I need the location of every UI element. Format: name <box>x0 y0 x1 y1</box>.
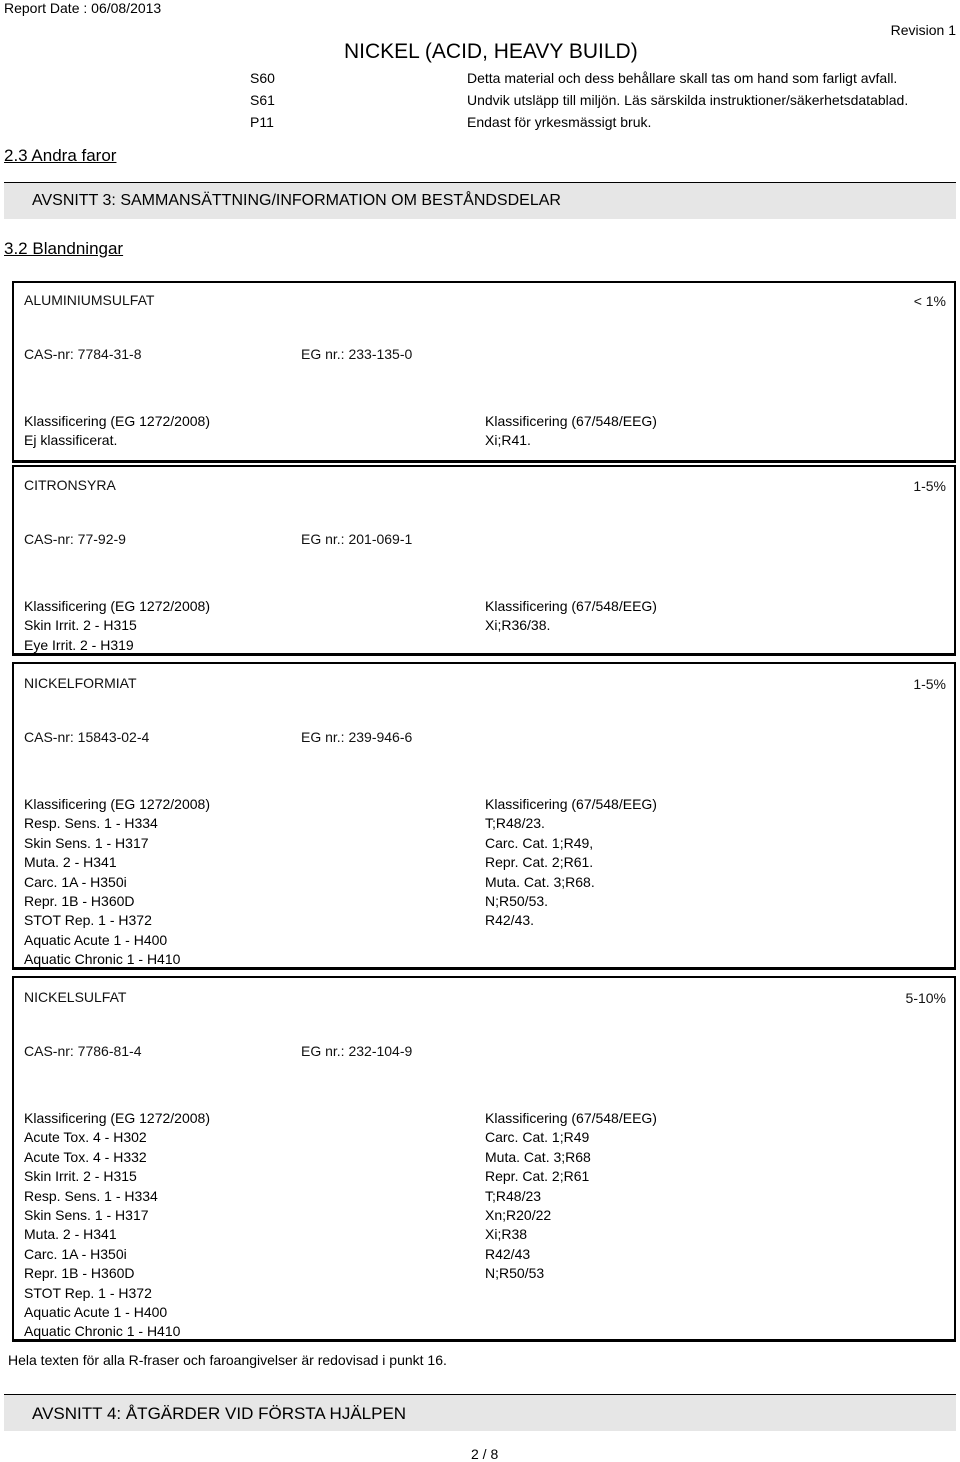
clp-label: Klassificering (EG 1272/2008) <box>24 598 210 614</box>
substance-box <box>12 662 956 970</box>
dsd-label: Klassificering (67/548/EEG) <box>485 413 657 429</box>
clp-entry: Aquatic Chronic 1 - H410 <box>24 1323 181 1340</box>
dsd-label: Klassificering (67/548/EEG) <box>485 598 657 614</box>
clp-entry: Carc. 1A - H350i <box>24 1245 127 1262</box>
substance-box <box>12 281 956 463</box>
clp-entry: STOT Rep. 1 - H372 <box>24 912 152 929</box>
dsd-entry: Muta. Cat. 3;R68. <box>485 873 595 890</box>
section-3-title: AVSNITT 3: SAMMANSÄTTNING/INFORMATION OM BESTÅNDSDELAR <box>32 192 561 209</box>
clp-entry: Eye Irrit. 2 - H319 <box>24 636 134 653</box>
dsd-entry: Repr. Cat. 2;R61 <box>485 1168 590 1185</box>
substance-percent: 1-5% <box>913 676 946 692</box>
clp-entry: Muta. 2 - H341 <box>24 854 117 871</box>
clp-entry: Skin Sens. 1 - H317 <box>24 1207 149 1224</box>
substance-percent: < 1% <box>913 293 946 309</box>
dsd-entry: Xn;R20/22 <box>485 1207 552 1224</box>
substance-name: NICKELSULFAT <box>24 989 127 1005</box>
report-date: Report Date : 06/08/2013 <box>4 0 162 16</box>
clp-entry: Acute Tox. 4 - H332 <box>24 1148 147 1165</box>
clp-label: Klassificering (EG 1272/2008) <box>24 796 210 812</box>
dsd-label: Klassificering (67/548/EEG) <box>485 1110 657 1126</box>
cas-number: CAS-nr: 7786-81-4 <box>24 1043 142 1059</box>
dsd-entry: Xi;R41. <box>485 432 531 449</box>
dsd-entry: Repr. Cat. 2;R61. <box>485 854 594 871</box>
cas-number: CAS-nr: 7784-31-8 <box>24 346 142 362</box>
clp-entry: Skin Irrit. 2 - H315 <box>24 1168 137 1185</box>
clp-entry: Acute Tox. 4 - H302 <box>24 1129 147 1146</box>
phrase-code: P11 <box>250 114 274 130</box>
phrase-code: S61 <box>250 92 275 108</box>
clp-entry: Aquatic Acute 1 - H400 <box>24 1304 168 1321</box>
clp-label: Klassificering (EG 1272/2008) <box>24 1110 210 1126</box>
phrase-text: Detta material och dess behållare skall tas om hand som farligt avfall. <box>467 70 898 86</box>
eg-number: EG nr.: 239-946-6 <box>301 729 413 745</box>
clp-entry: Repr. 1B - H360D <box>24 1265 135 1282</box>
eg-number: EG nr.: 201-069-1 <box>301 531 413 547</box>
substance-box <box>12 976 956 1342</box>
dsd-entry: T;R48/23. <box>485 815 545 832</box>
eg-number: EG nr.: 233-135-0 <box>301 346 413 362</box>
clp-label: Klassificering (EG 1272/2008) <box>24 413 210 429</box>
clp-entry: Aquatic Chronic 1 - H410 <box>24 951 181 968</box>
clp-entry: Resp. Sens. 1 - H334 <box>24 1187 158 1204</box>
dsd-entry: Carc. Cat. 1;R49 <box>485 1129 590 1146</box>
cas-number: CAS-nr: 15843-02-4 <box>24 729 150 745</box>
phrase-code: S60 <box>250 70 275 86</box>
clp-entry: Aquatic Acute 1 - H400 <box>24 931 168 948</box>
cas-number: CAS-nr: 77-92-9 <box>24 531 126 547</box>
substance-percent: 5-10% <box>905 990 946 1006</box>
section-4-title: AVSNITT 4: ÅTGÄRDER VID FÖRSTA HJÄLPEN <box>32 1404 407 1423</box>
dsd-entry: N;R50/53. <box>485 893 549 910</box>
substance-name: CITRONSYRA <box>24 477 116 493</box>
clp-entry: Resp. Sens. 1 - H334 <box>24 815 158 832</box>
footnote: Hela texten för alla R-fraser och faroangivelser är redovisad i punkt 16. <box>8 1352 447 1368</box>
section-2-3-heading: 2.3 Andra faror <box>4 146 117 165</box>
dsd-entry: Xi;R36/38. <box>485 617 551 634</box>
dsd-entry: Muta. Cat. 3;R68 <box>485 1148 591 1165</box>
clp-entry: Carc. 1A - H350i <box>24 873 127 890</box>
dsd-entry: R42/43 <box>485 1245 531 1262</box>
dsd-entry: N;R50/53 <box>485 1265 545 1282</box>
product-name: NICKEL (ACID, HEAVY BUILD) <box>344 40 638 63</box>
substance-percent: 1-5% <box>913 478 946 494</box>
clp-entry: Skin Irrit. 2 - H315 <box>24 617 137 634</box>
phrase-text: Endast för yrkesmässigt bruk. <box>467 114 652 130</box>
clp-entry: Muta. 2 - H341 <box>24 1226 117 1243</box>
dsd-entry: Xi;R38 <box>485 1226 528 1243</box>
clp-entry: Ej klassificerat. <box>24 432 118 449</box>
page-number: 2 / 8 <box>471 1446 499 1462</box>
dsd-entry: T;R48/23 <box>485 1187 542 1204</box>
revision-label: Revision 1 <box>890 22 956 38</box>
substance-box <box>12 465 956 656</box>
dsd-entry: R42/43. <box>485 912 535 929</box>
phrase-text: Undvik utsläpp till miljön. Läs särskilda instruktioner/säkerhetsdatablad. <box>467 92 909 108</box>
clp-entry: STOT Rep. 1 - H372 <box>24 1284 152 1301</box>
eg-number: EG nr.: 232-104-9 <box>301 1043 413 1059</box>
section-3-band <box>4 182 956 219</box>
dsd-label: Klassificering (67/548/EEG) <box>485 796 657 812</box>
substance-name: ALUMINIUMSULFAT <box>24 292 155 308</box>
dsd-entry: Carc. Cat. 1;R49, <box>485 834 594 851</box>
substance-name: NICKELFORMIAT <box>24 675 137 691</box>
clp-entry: Skin Sens. 1 - H317 <box>24 834 149 851</box>
section-3-2-heading: 3.2 Blandningar <box>4 239 124 258</box>
clp-entry: Repr. 1B - H360D <box>24 893 135 910</box>
section-4-band <box>4 1394 956 1431</box>
